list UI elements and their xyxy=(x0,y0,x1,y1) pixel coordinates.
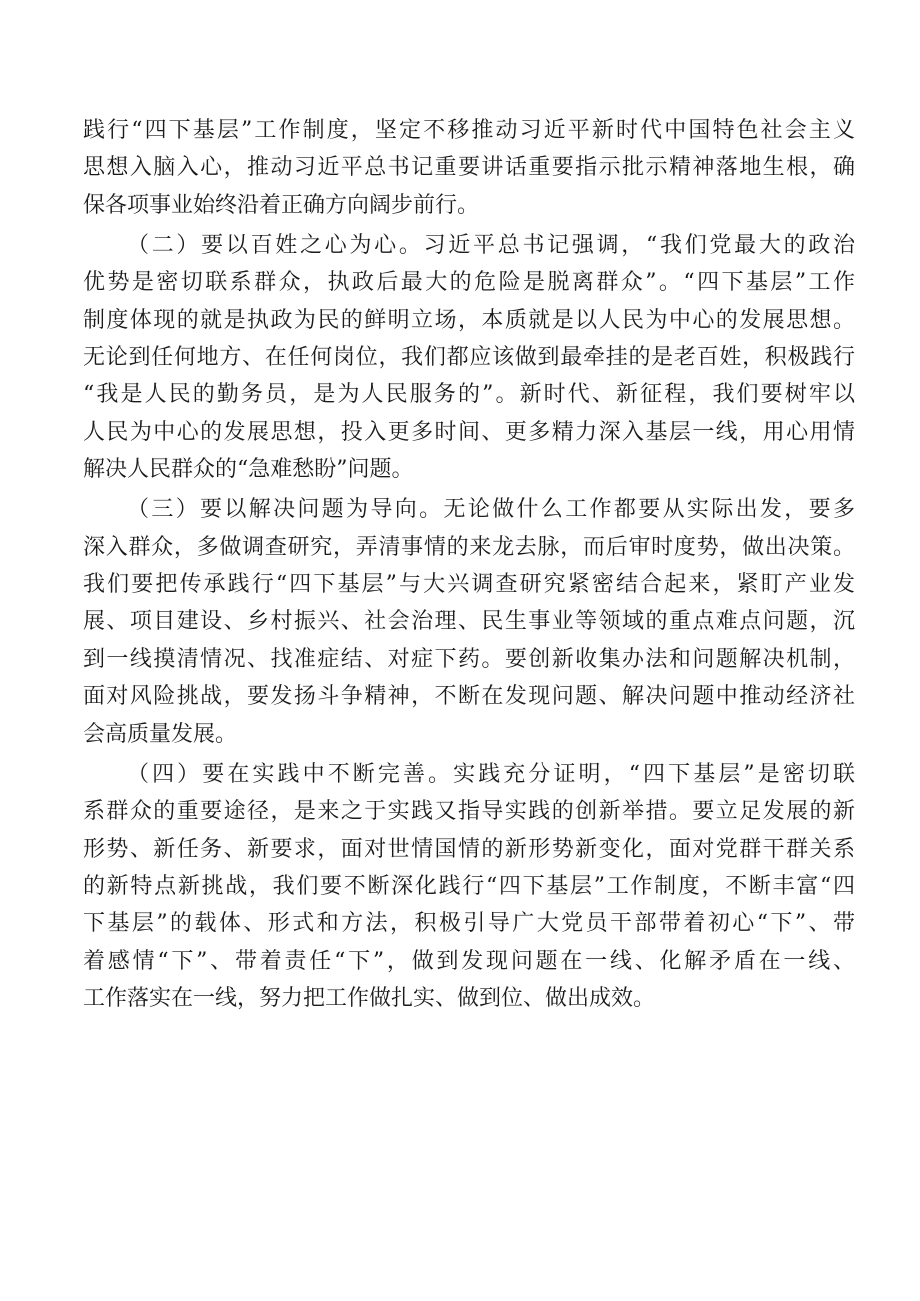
text-line: 展、项目建设、乡村振兴、社会治理、民生事业等领域的重点难点问题，沉 xyxy=(83,609,855,635)
text-line: 下基层”的载体、形式和方法，积极引导广大党员干部带着初心“下”、带 xyxy=(83,911,855,937)
text-line: 践行“四下基层”工作制度，坚定不移推动习近平新时代中国特色社会主义 xyxy=(83,118,855,143)
text-line: （三）要以解决问题为导向。无论做什么工作都要从实际出发，要多 xyxy=(127,497,855,523)
text-line: “我是人民的勤务员，是为人民服务的”。新时代、新征程，我们要树牢以 xyxy=(83,382,855,408)
text-line: 我们要把传承践行“四下基层”与大兴调查研究紧密结合起来，紧盯产业发 xyxy=(83,572,855,598)
document-body xyxy=(83,112,855,1020)
text-line: （二）要以百姓之心为心。习近平总书记强调，“我们党最大的政治 xyxy=(127,232,855,258)
text-line: 到一线摸清情况、找准症结、对症下药。要创新收集办法和问题解决机制， xyxy=(83,646,855,672)
text-line: 保各项事业始终沿着正确方向阔步前行。 xyxy=(83,192,480,218)
text-line: 解决人民群众的“急难愁盼”问题。 xyxy=(83,457,414,483)
text-line: 思想入脑入心，推动习近平总书记重要讲话重要指示批示精神落地生根，确 xyxy=(83,155,855,181)
text-line: 深入群众，多做调查研究，弄清事情的来龙去脉，而后审时度势，做出决策。 xyxy=(83,534,855,560)
paragraph-2 xyxy=(83,227,855,489)
paragraph-3 xyxy=(83,491,855,753)
text-line: 工作落实在一线，努力把工作做扎实、做到位、做出成效。 xyxy=(83,986,656,1012)
text-line: （四）要在实践中不断完善。实践充分证明，“四下基层”是密切联 xyxy=(127,761,855,787)
text-line: 着感情“下”、带着责任“下”，做到发现问题在一线、化解矛盾在一线、 xyxy=(83,948,855,974)
paragraph-1 xyxy=(83,112,855,224)
text-line: 会高质量发展。 xyxy=(83,721,238,747)
text-line: 制度体现的就是执政为民的鲜明立场，本质就是以人民为中心的发展思想。 xyxy=(83,307,855,333)
paragraph-4 xyxy=(83,756,855,1018)
text-line: 面对风险挑战，要发扬斗争精神，不断在发现问题、解决问题中推动经济社 xyxy=(83,684,855,710)
text-line: 系群众的重要途径，是来之于实践又指导实践的创新举措。要立足发展的新 xyxy=(83,799,855,825)
text-line: 人民为中心的发展思想，投入更多时间、更多精力深入基层一线，用心用情 xyxy=(83,419,855,445)
text-line: 的新特点新挑战，我们要不断深化践行“四下基层”工作制度，不断丰富“四 xyxy=(83,873,855,899)
text-line: 无论到任何地方、在任何岗位，我们都应该做到最牵挂的是老百姓，积极践行 xyxy=(83,345,855,371)
text-line: 形势、新任务、新要求，面对世情国情的新形势新变化，面对党群干群关系 xyxy=(83,836,855,862)
text-line: 优势是密切联系群众，执政后最大的危险是脱离群众”。“四下基层”工作 xyxy=(83,270,855,296)
